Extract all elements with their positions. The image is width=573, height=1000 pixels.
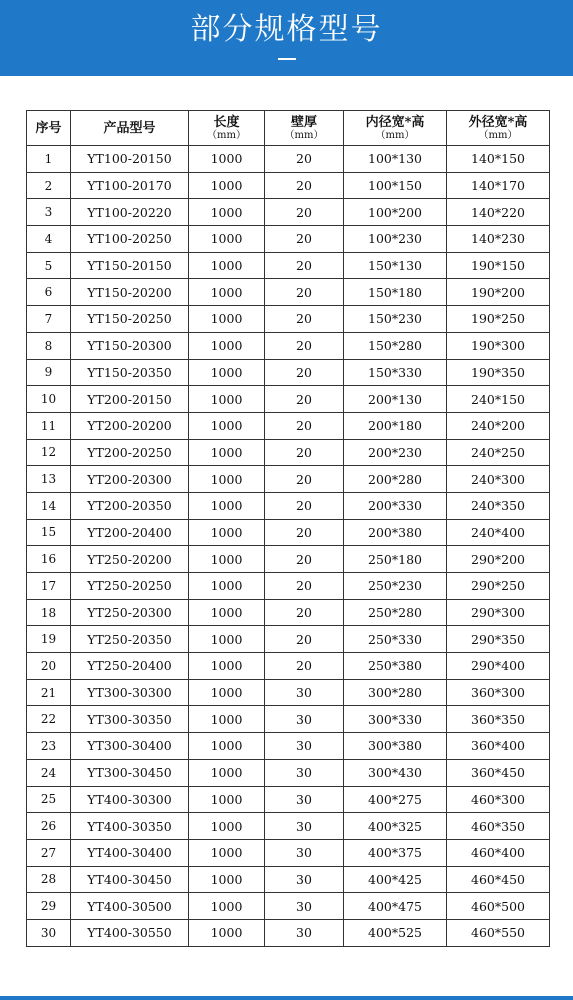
spec-table xyxy=(26,110,550,947)
cell-model: YT250-20250 xyxy=(71,573,189,600)
cell-wall-thickness: 20 xyxy=(265,146,344,173)
table-row xyxy=(27,866,550,893)
cell-model: YT400-30400 xyxy=(71,839,189,866)
header-label: 长度 xyxy=(213,114,240,130)
cell-model: YT200-20150 xyxy=(71,386,189,413)
cell-wall-thickness: 20 xyxy=(265,252,344,279)
title-banner xyxy=(0,0,573,76)
table-row xyxy=(27,546,550,573)
cell-wall-thickness: 20 xyxy=(265,359,344,386)
cell-outer-size: 140*150 xyxy=(447,146,550,173)
header-unit: （mm） xyxy=(284,129,324,141)
cell-outer-size: 140*170 xyxy=(447,172,550,199)
cell-inner-size: 250*180 xyxy=(344,546,447,573)
cell-wall-thickness: 30 xyxy=(265,679,344,706)
cell-outer-size: 460*300 xyxy=(447,786,550,813)
title-underline xyxy=(278,58,296,60)
cell-wall-thickness: 20 xyxy=(265,573,344,600)
cell-outer-size: 240*400 xyxy=(447,519,550,546)
cell-index: 21 xyxy=(27,679,71,706)
cell-length: 1000 xyxy=(189,412,265,439)
cell-length: 1000 xyxy=(189,226,265,253)
cell-length: 1000 xyxy=(189,573,265,600)
cell-length: 1000 xyxy=(189,706,265,733)
cell-model: YT150-20250 xyxy=(71,306,189,333)
cell-length: 1000 xyxy=(189,786,265,813)
cell-wall-thickness: 30 xyxy=(265,839,344,866)
table-row xyxy=(27,919,550,946)
cell-inner-size: 300*380 xyxy=(344,733,447,760)
cell-index: 22 xyxy=(27,706,71,733)
cell-index: 30 xyxy=(27,919,71,946)
cell-wall-thickness: 20 xyxy=(265,386,344,413)
cell-outer-size: 190*250 xyxy=(447,306,550,333)
page-title: 部分规格型号 xyxy=(190,12,383,47)
table-row xyxy=(27,466,550,493)
cell-model: YT200-20200 xyxy=(71,412,189,439)
table-row xyxy=(27,412,550,439)
cell-inner-size: 250*330 xyxy=(344,626,447,653)
cell-length: 1000 xyxy=(189,359,265,386)
cell-wall-thickness: 20 xyxy=(265,519,344,546)
cell-inner-size: 200*330 xyxy=(344,492,447,519)
cell-index: 4 xyxy=(27,226,71,253)
cell-inner-size: 400*275 xyxy=(344,786,447,813)
table-row xyxy=(27,573,550,600)
cell-inner-size: 250*380 xyxy=(344,653,447,680)
cell-length: 1000 xyxy=(189,172,265,199)
cell-model: YT400-30450 xyxy=(71,866,189,893)
cell-model: YT400-30300 xyxy=(71,786,189,813)
cell-inner-size: 150*280 xyxy=(344,332,447,359)
table-row xyxy=(27,679,550,706)
cell-index: 19 xyxy=(27,626,71,653)
cell-model: YT150-20150 xyxy=(71,252,189,279)
cell-inner-size: 200*280 xyxy=(344,466,447,493)
cell-inner-size: 400*325 xyxy=(344,813,447,840)
cell-wall-thickness: 20 xyxy=(265,546,344,573)
cell-index: 18 xyxy=(27,599,71,626)
table-body xyxy=(27,146,550,947)
cell-length: 1000 xyxy=(189,546,265,573)
cell-length: 1000 xyxy=(189,466,265,493)
cell-index: 10 xyxy=(27,386,71,413)
cell-model: YT250-20200 xyxy=(71,546,189,573)
cell-model: YT300-30350 xyxy=(71,706,189,733)
cell-length: 1000 xyxy=(189,279,265,306)
header-length xyxy=(189,111,265,146)
cell-outer-size: 360*400 xyxy=(447,733,550,760)
cell-length: 1000 xyxy=(189,653,265,680)
cell-outer-size: 190*150 xyxy=(447,252,550,279)
table-row xyxy=(27,519,550,546)
cell-length: 1000 xyxy=(189,733,265,760)
cell-outer-size: 360*450 xyxy=(447,759,550,786)
header-index xyxy=(27,111,71,146)
cell-wall-thickness: 30 xyxy=(265,813,344,840)
cell-outer-size: 240*150 xyxy=(447,386,550,413)
cell-inner-size: 200*230 xyxy=(344,439,447,466)
cell-index: 6 xyxy=(27,279,71,306)
cell-model: YT400-30550 xyxy=(71,919,189,946)
cell-inner-size: 100*130 xyxy=(344,146,447,173)
cell-inner-size: 150*230 xyxy=(344,306,447,333)
cell-index: 9 xyxy=(27,359,71,386)
table-row xyxy=(27,706,550,733)
cell-inner-size: 300*280 xyxy=(344,679,447,706)
header-label: 外径宽*高 xyxy=(468,114,528,130)
cell-model: YT300-30300 xyxy=(71,679,189,706)
cell-index: 23 xyxy=(27,733,71,760)
header-outer-size xyxy=(447,111,550,146)
cell-index: 28 xyxy=(27,866,71,893)
cell-wall-thickness: 20 xyxy=(265,626,344,653)
cell-outer-size: 290*200 xyxy=(447,546,550,573)
cell-length: 1000 xyxy=(189,519,265,546)
cell-index: 29 xyxy=(27,893,71,920)
cell-model: YT150-20200 xyxy=(71,279,189,306)
cell-outer-size: 360*300 xyxy=(447,679,550,706)
cell-model: YT200-20350 xyxy=(71,492,189,519)
cell-outer-size: 240*200 xyxy=(447,412,550,439)
cell-index: 25 xyxy=(27,786,71,813)
cell-inner-size: 400*475 xyxy=(344,893,447,920)
cell-length: 1000 xyxy=(189,199,265,226)
cell-inner-size: 200*130 xyxy=(344,386,447,413)
cell-wall-thickness: 30 xyxy=(265,893,344,920)
cell-inner-size: 250*280 xyxy=(344,599,447,626)
header-wall-thickness xyxy=(265,111,344,146)
cell-length: 1000 xyxy=(189,893,265,920)
cell-model: YT150-20300 xyxy=(71,332,189,359)
cell-outer-size: 460*550 xyxy=(447,919,550,946)
header-unit: （mm） xyxy=(375,129,415,141)
cell-model: YT100-20250 xyxy=(71,226,189,253)
table-row xyxy=(27,626,550,653)
cell-index: 14 xyxy=(27,492,71,519)
bottom-accent-bar xyxy=(0,996,573,1000)
cell-index: 3 xyxy=(27,199,71,226)
table-row xyxy=(27,332,550,359)
cell-outer-size: 240*250 xyxy=(447,439,550,466)
cell-index: 2 xyxy=(27,172,71,199)
table-row xyxy=(27,893,550,920)
cell-index: 12 xyxy=(27,439,71,466)
cell-length: 1000 xyxy=(189,599,265,626)
cell-inner-size: 150*130 xyxy=(344,252,447,279)
cell-outer-size: 290*300 xyxy=(447,599,550,626)
header-label: 壁厚 xyxy=(290,114,317,130)
table-row xyxy=(27,226,550,253)
cell-outer-size: 460*500 xyxy=(447,893,550,920)
cell-wall-thickness: 20 xyxy=(265,332,344,359)
table-row xyxy=(27,599,550,626)
cell-model: YT300-30400 xyxy=(71,733,189,760)
cell-wall-thickness: 20 xyxy=(265,306,344,333)
cell-outer-size: 460*450 xyxy=(447,866,550,893)
cell-outer-size: 140*220 xyxy=(447,199,550,226)
table-row xyxy=(27,439,550,466)
table-row xyxy=(27,653,550,680)
table-header-row xyxy=(27,111,550,146)
table-row xyxy=(27,359,550,386)
cell-index: 24 xyxy=(27,759,71,786)
cell-length: 1000 xyxy=(189,919,265,946)
cell-outer-size: 460*350 xyxy=(447,813,550,840)
table-row xyxy=(27,786,550,813)
cell-outer-size: 360*350 xyxy=(447,706,550,733)
cell-wall-thickness: 20 xyxy=(265,279,344,306)
cell-model: YT300-30450 xyxy=(71,759,189,786)
cell-length: 1000 xyxy=(189,439,265,466)
cell-wall-thickness: 20 xyxy=(265,199,344,226)
cell-inner-size: 400*525 xyxy=(344,919,447,946)
cell-index: 11 xyxy=(27,412,71,439)
cell-inner-size: 150*330 xyxy=(344,359,447,386)
cell-index: 5 xyxy=(27,252,71,279)
cell-inner-size: 400*425 xyxy=(344,866,447,893)
table-row xyxy=(27,252,550,279)
cell-model: YT200-20400 xyxy=(71,519,189,546)
cell-wall-thickness: 20 xyxy=(265,653,344,680)
header-label: 产品型号 xyxy=(103,120,156,136)
table-row xyxy=(27,492,550,519)
table-row xyxy=(27,146,550,173)
cell-index: 15 xyxy=(27,519,71,546)
cell-model: YT150-20350 xyxy=(71,359,189,386)
header-unit: （mm） xyxy=(478,129,518,141)
cell-model: YT200-20250 xyxy=(71,439,189,466)
cell-wall-thickness: 20 xyxy=(265,466,344,493)
cell-index: 27 xyxy=(27,839,71,866)
cell-length: 1000 xyxy=(189,813,265,840)
header-model xyxy=(71,111,189,146)
cell-outer-size: 290*350 xyxy=(447,626,550,653)
cell-wall-thickness: 30 xyxy=(265,786,344,813)
cell-length: 1000 xyxy=(189,492,265,519)
cell-inner-size: 200*380 xyxy=(344,519,447,546)
cell-model: YT200-20300 xyxy=(71,466,189,493)
cell-length: 1000 xyxy=(189,332,265,359)
table-row xyxy=(27,279,550,306)
cell-index: 17 xyxy=(27,573,71,600)
cell-wall-thickness: 30 xyxy=(265,706,344,733)
cell-model: YT100-20220 xyxy=(71,199,189,226)
cell-inner-size: 100*150 xyxy=(344,172,447,199)
table-row xyxy=(27,306,550,333)
cell-model: YT400-30500 xyxy=(71,893,189,920)
cell-wall-thickness: 30 xyxy=(265,759,344,786)
cell-length: 1000 xyxy=(189,386,265,413)
cell-wall-thickness: 30 xyxy=(265,733,344,760)
cell-index: 20 xyxy=(27,653,71,680)
header-label: 内径宽*高 xyxy=(365,114,425,130)
table-row xyxy=(27,172,550,199)
cell-model: YT400-30350 xyxy=(71,813,189,840)
cell-length: 1000 xyxy=(189,839,265,866)
cell-length: 1000 xyxy=(189,146,265,173)
table-row xyxy=(27,733,550,760)
cell-outer-size: 460*400 xyxy=(447,839,550,866)
cell-length: 1000 xyxy=(189,626,265,653)
cell-wall-thickness: 20 xyxy=(265,226,344,253)
cell-inner-size: 300*430 xyxy=(344,759,447,786)
cell-inner-size: 400*375 xyxy=(344,839,447,866)
cell-model: YT250-20350 xyxy=(71,626,189,653)
cell-wall-thickness: 20 xyxy=(265,412,344,439)
cell-length: 1000 xyxy=(189,759,265,786)
cell-outer-size: 240*350 xyxy=(447,492,550,519)
cell-length: 1000 xyxy=(189,306,265,333)
cell-wall-thickness: 30 xyxy=(265,866,344,893)
cell-outer-size: 190*200 xyxy=(447,279,550,306)
cell-length: 1000 xyxy=(189,679,265,706)
cell-wall-thickness: 20 xyxy=(265,492,344,519)
cell-outer-size: 140*230 xyxy=(447,226,550,253)
cell-index: 16 xyxy=(27,546,71,573)
cell-index: 8 xyxy=(27,332,71,359)
cell-inner-size: 100*230 xyxy=(344,226,447,253)
table-row xyxy=(27,813,550,840)
cell-outer-size: 290*250 xyxy=(447,573,550,600)
cell-inner-size: 300*330 xyxy=(344,706,447,733)
cell-wall-thickness: 20 xyxy=(265,172,344,199)
cell-outer-size: 190*300 xyxy=(447,332,550,359)
header-unit: （mm） xyxy=(207,129,246,141)
table-row xyxy=(27,199,550,226)
cell-inner-size: 100*200 xyxy=(344,199,447,226)
cell-index: 1 xyxy=(27,146,71,173)
cell-wall-thickness: 20 xyxy=(265,599,344,626)
cell-index: 26 xyxy=(27,813,71,840)
cell-model: YT100-20150 xyxy=(71,146,189,173)
cell-length: 1000 xyxy=(189,866,265,893)
cell-outer-size: 240*300 xyxy=(447,466,550,493)
cell-outer-size: 190*350 xyxy=(447,359,550,386)
cell-model: YT250-20400 xyxy=(71,653,189,680)
cell-model: YT100-20170 xyxy=(71,172,189,199)
cell-wall-thickness: 30 xyxy=(265,919,344,946)
cell-inner-size: 200*180 xyxy=(344,412,447,439)
cell-length: 1000 xyxy=(189,252,265,279)
table-row xyxy=(27,839,550,866)
table-row xyxy=(27,386,550,413)
header-inner-size xyxy=(344,111,447,146)
cell-inner-size: 150*180 xyxy=(344,279,447,306)
cell-wall-thickness: 20 xyxy=(265,439,344,466)
cell-index: 7 xyxy=(27,306,71,333)
table-row xyxy=(27,759,550,786)
header-label: 序号 xyxy=(35,120,62,136)
cell-index: 13 xyxy=(27,466,71,493)
cell-outer-size: 290*400 xyxy=(447,653,550,680)
cell-inner-size: 250*230 xyxy=(344,573,447,600)
cell-model: YT250-20300 xyxy=(71,599,189,626)
